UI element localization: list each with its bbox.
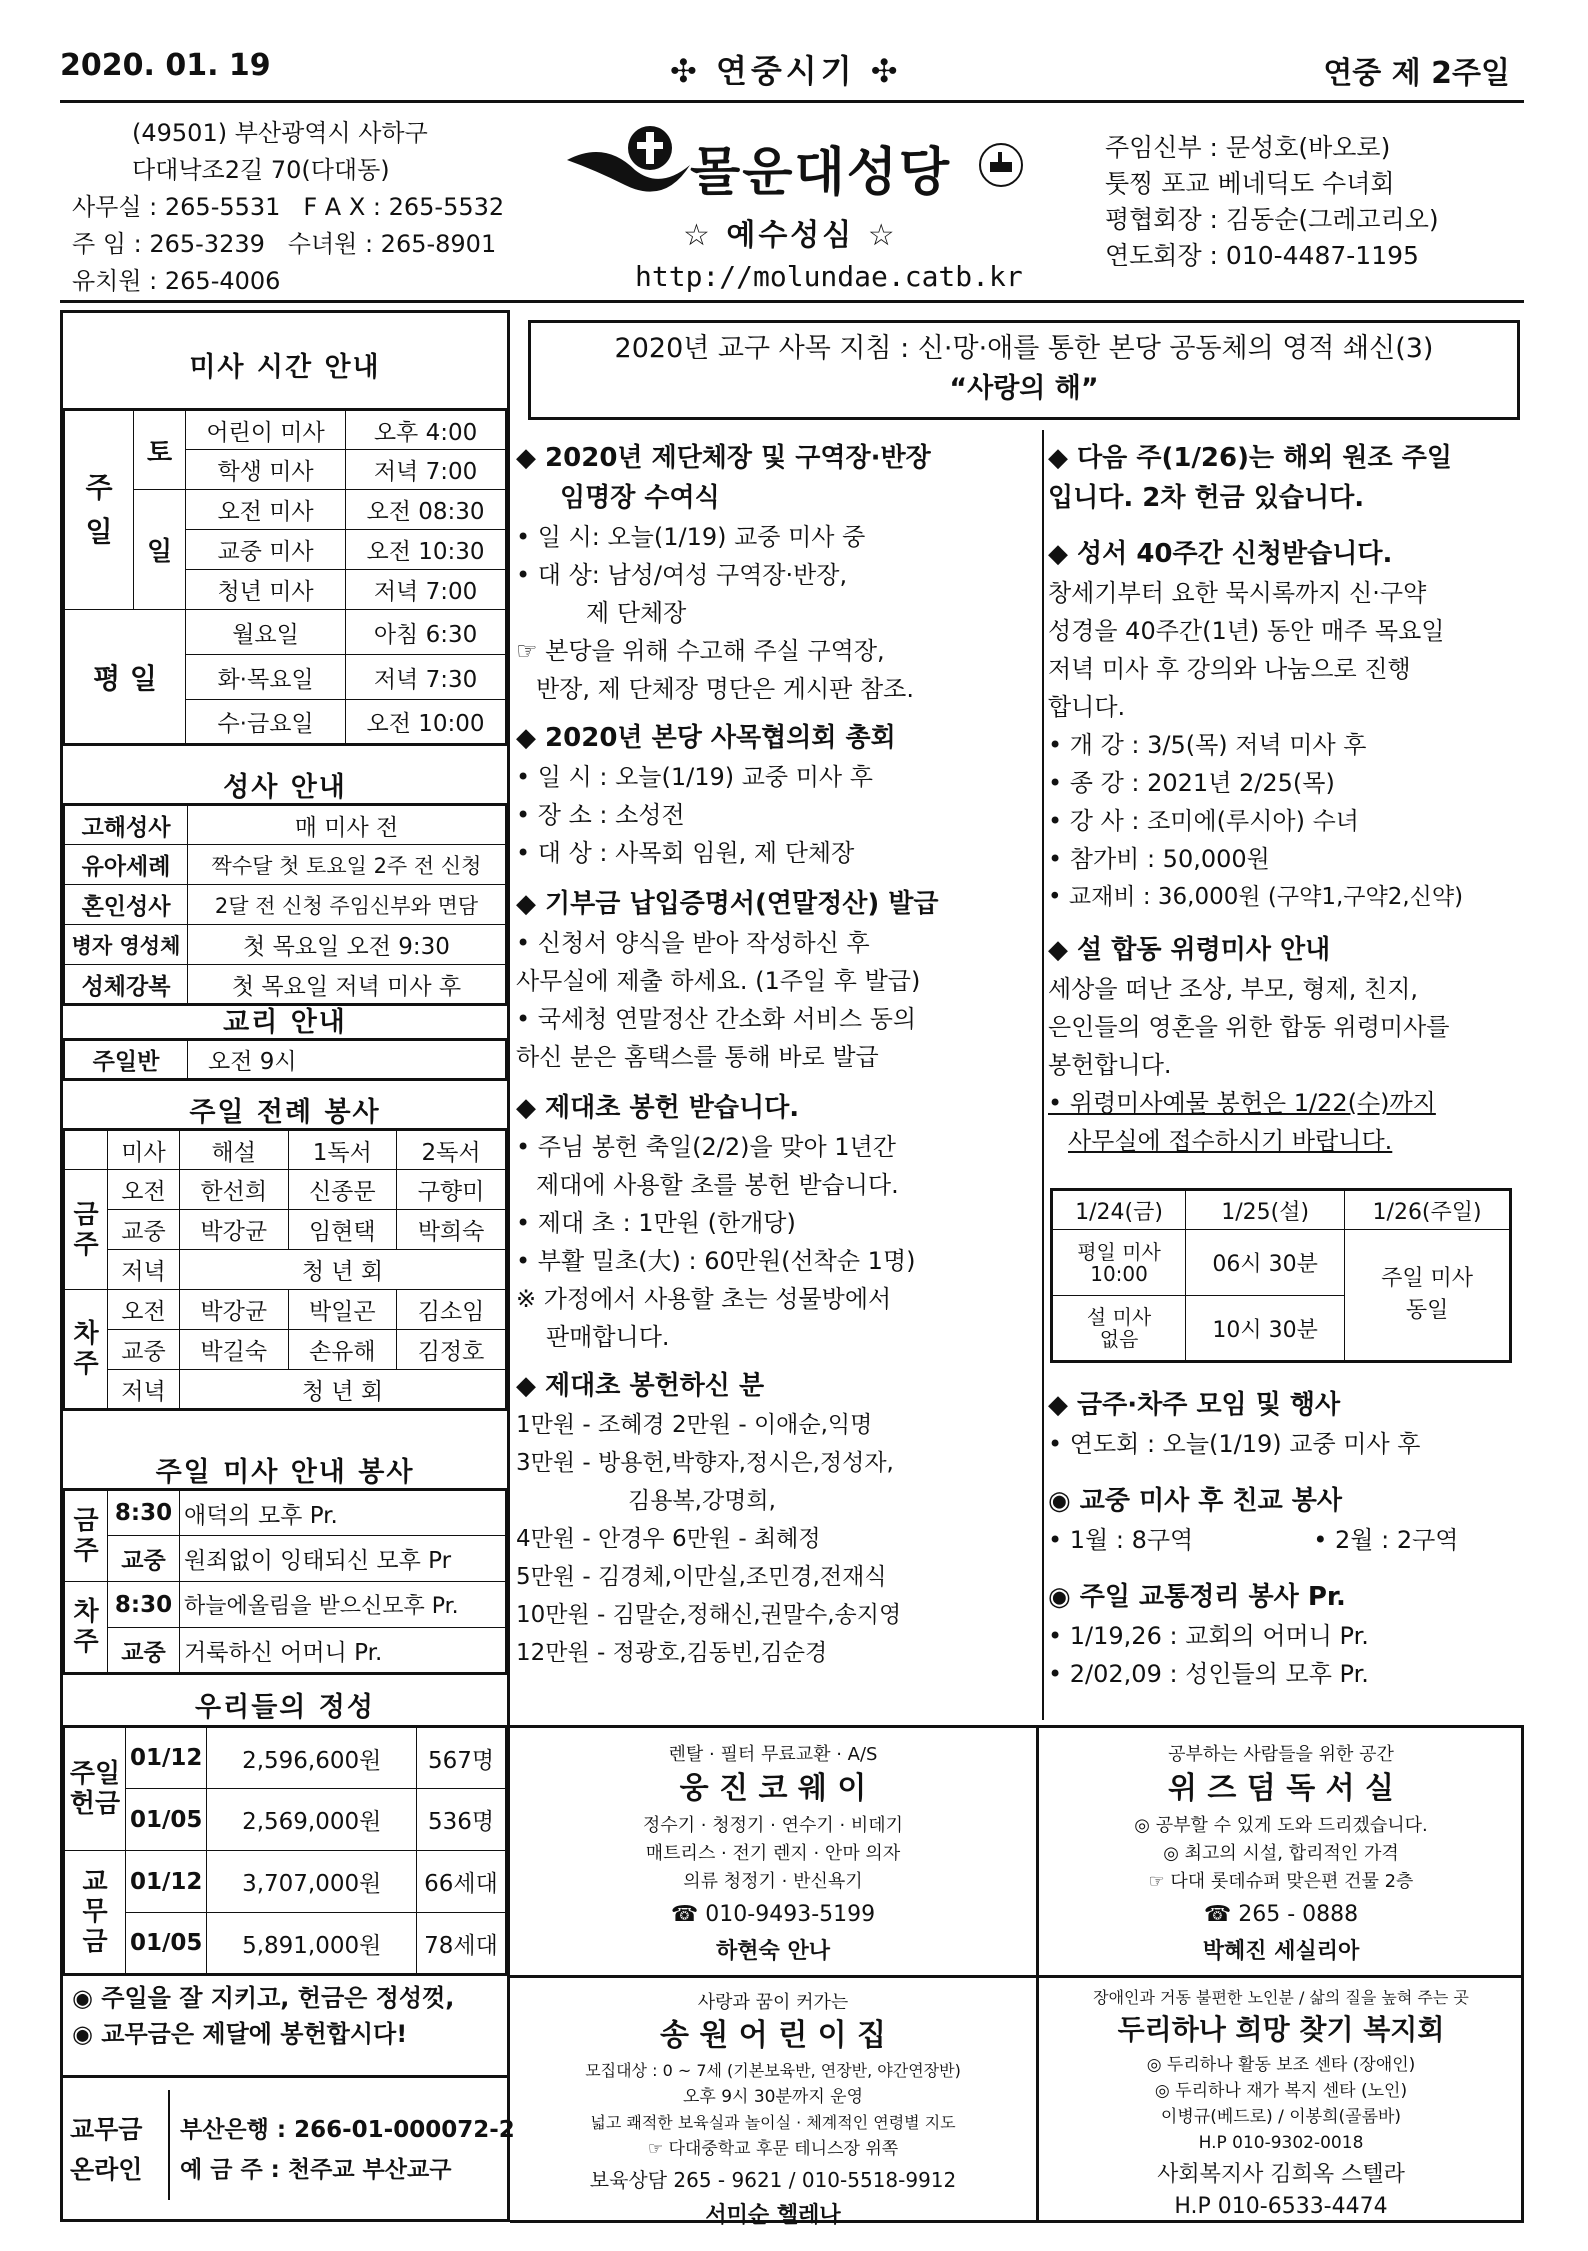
sacrament-name: 유아세례	[64, 845, 188, 885]
guide-mass: 8:30	[108, 1490, 180, 1536]
ad-wisdom	[1040, 1740, 1522, 1965]
memorial-cell: 없음	[1099, 1327, 1139, 1351]
notice-heading: ◉ 교중 미사 후 친교 봉사	[1048, 1486, 1342, 1516]
this-week-label: 금주	[64, 1170, 108, 1290]
notice-text: • 일 시 : 오늘(1/19) 교중 미사 후	[516, 763, 873, 791]
memorial-cell: 평일 미사	[1077, 1239, 1161, 1264]
liturgical-week: 연중 제 2주일	[1323, 56, 1510, 91]
liturgical-season: ✣ 연중시기 ✣	[670, 52, 902, 90]
right-column	[1048, 438, 1518, 1160]
notice-text: • 연도회 : 오늘(1/19) 교중 미사 후	[1048, 1430, 1421, 1458]
notice-text: • 2/02,09 : 성인들의 모후 Pr.	[1048, 1660, 1369, 1688]
notice-text: 봉헌합니다.	[1048, 1051, 1172, 1079]
notice-text: 사무실에 제출 하세요. (1주일 후 발급)	[516, 967, 921, 995]
mass-name: 어린이 미사	[186, 410, 346, 450]
elder-president: 연도회장 : 010-4487-1195	[1105, 241, 1419, 270]
notice-heading: ◆ 2020년 제단체장 및 구역장·반장	[516, 443, 931, 473]
guide-mass: 교중	[108, 1536, 180, 1582]
ad-text: ☞ 다대중학교 후문 테니스장 위쪽	[647, 2139, 899, 2159]
kindergarten-phone: 유치원 : 265-4006	[72, 267, 281, 295]
donor-line: 4만원 - 안경우 6만원 - 최혜정	[516, 1526, 821, 1552]
memorial-cell: 설 미사	[1086, 1305, 1152, 1329]
liturgy-reader1: 신종문	[288, 1170, 397, 1210]
offering-title: 우리들의 정성	[195, 1692, 375, 1723]
notice-text: • 위령미사예물 봉헌은 1/22(수)까지	[1048, 1089, 1436, 1117]
notice-text: 하신 분은 홈택스를 통해 바로 발급	[516, 1043, 879, 1071]
memorial-head: 1/26(주일)	[1345, 1190, 1511, 1230]
offering-amount: 2,596,600원	[207, 1727, 417, 1789]
middle-column	[516, 438, 1036, 1672]
ad-tagline: 장애인과 거동 불편한 노인분 / 삶의 질을 높혀 주는 곳	[1093, 1988, 1469, 2007]
guide-group: 원죄없이 잉태되신 모후 Pr	[180, 1536, 507, 1582]
notice-heading: ◆ 제대초 봉헌 받습니다.	[516, 1093, 800, 1123]
ad-phone: ☎ 265 - 0888	[1203, 1902, 1359, 1927]
right-column-lower	[1048, 1385, 1518, 1693]
notice-text: 은인들의 영혼을 위한 합동 위령미사를	[1048, 1013, 1450, 1041]
liturgy-mass: 오전	[108, 1170, 180, 1210]
doctrine-table	[62, 1038, 508, 1081]
notice-text: 제 단체장	[586, 599, 687, 627]
religious-order: 툿찡 포교 베네딕도 수녀회	[1105, 169, 1395, 198]
ad-text: 의류 청정기 · 반신욕기	[683, 1871, 863, 1892]
notice-text: 저녁 미사 후 강의와 나눔으로 진행	[1048, 655, 1411, 683]
notice-text: • 종 강 : 2021년 2/25(목)	[1048, 769, 1335, 797]
notice-text: • 2월 : 2구역	[1313, 1526, 1459, 1554]
mass-name: 오전 미사	[186, 490, 346, 530]
liturgy-reader1: 박일곤	[288, 1290, 397, 1330]
offering-date: 01/05	[126, 1913, 207, 1975]
sacrament-name: 고해성사	[64, 805, 188, 845]
rectory-phone: 주 임 : 265-3239	[72, 230, 265, 258]
liturgy-mass: 교중	[108, 1210, 180, 1250]
offering-date: 01/12	[126, 1727, 207, 1789]
ad-songwon	[512, 1988, 1034, 2229]
bank-info	[180, 2110, 515, 2190]
ad-contact: 서미순 헬레나	[705, 2203, 841, 2228]
ad-text: 넓고 쾌적한 보육실과 놀이실 · 체계적인 연령별 지도	[590, 2113, 956, 2132]
doctrine-label: 주일반	[64, 1040, 188, 1080]
ad-text: ◎ 두리하나 활동 보조 센타 (장애인)	[1146, 2055, 1416, 2075]
church-url[interactable]: http://molundae.catb.kr	[635, 260, 1023, 293]
liturgy-mass: 저녁	[108, 1250, 180, 1290]
liturgy-commentator: 박길숙	[180, 1330, 289, 1370]
liturgy-title: 주일 전례 봉사	[189, 1097, 381, 1128]
bulletin-date: 2020. 01. 19	[60, 48, 271, 83]
notice-heading: ◆ 금주·차주 모임 및 행사	[1048, 1390, 1341, 1420]
sacrament-name: 성체강복	[64, 965, 188, 1005]
notice-text: 성경을 40주간(1년) 동안 매주 목요일	[1048, 617, 1445, 645]
ad-text: 정수기 · 청정기 · 연수기 · 비데기	[642, 1815, 904, 1836]
mass-name: 학생 미사	[186, 450, 346, 490]
offering-count: 567명	[417, 1727, 507, 1789]
memorial-cell: 10:00	[1090, 1261, 1148, 1286]
notice-heading: 임명장 수여식	[560, 483, 720, 513]
convent-phone: 수녀원 : 265-8901	[287, 230, 497, 258]
mass-time: 오전 10:30	[346, 530, 507, 570]
ad-coway	[512, 1740, 1034, 1965]
sacrament-table	[62, 803, 508, 1006]
guideline-box	[528, 320, 1520, 420]
mass-title: 미사 시간 안내	[189, 352, 381, 383]
notice-text: 창세기부터 요한 묵시록까지 신·구약	[1048, 579, 1427, 607]
next-week-label: 차주	[64, 1582, 108, 1674]
notice-text: • 대 상: 남성/여성 구역장·반장,	[516, 561, 848, 589]
memorial-cell: 10시 30분	[1186, 1296, 1345, 1362]
church-motto: ☆ 예수성심 ☆	[683, 218, 898, 253]
address-line1: (49501) 부산광역시 사하구	[132, 119, 428, 147]
notice-text: 세상을 떠난 조상, 부모, 형제, 친지,	[1048, 975, 1419, 1003]
memorial-cell: 동일	[1405, 1298, 1449, 1323]
offering-amount: 5,891,000원	[207, 1913, 417, 1975]
memorial-table	[1050, 1188, 1512, 1363]
this-week-label: 금주	[64, 1490, 108, 1582]
mass-guide-table	[62, 1488, 508, 1675]
ad-phone: ☎ 010-9493-5199	[670, 1902, 876, 1927]
ad-phone: 보육상담 265 - 9621 / 010-5518-9912	[589, 2168, 957, 2192]
liturgy-head: 미사	[108, 1130, 180, 1170]
ad-text: 매트리스 · 전기 렌지 · 안마 의자	[645, 1843, 901, 1864]
address-line2: 다대낙조2길 70(다대동)	[132, 156, 390, 184]
mass-time: 오후 4:00	[346, 410, 507, 450]
mass-time: 아침 6:30	[346, 610, 507, 655]
saturday-label: 토	[134, 410, 186, 490]
mass-time: 오전 08:30	[346, 490, 507, 530]
notice-text: • 1월 : 8구역	[1048, 1526, 1194, 1554]
offering-date: 01/05	[126, 1789, 207, 1851]
top-bar	[60, 38, 1520, 100]
guide-mass: 교중	[108, 1628, 180, 1674]
liturgy-reader2: 구향미	[397, 1170, 507, 1210]
ad-name: 송 원 어 린 이 집	[659, 2018, 887, 2053]
notice-heading: ◆ 설 합동 위령미사 안내	[1048, 935, 1331, 965]
church-name: 몰운대성당	[690, 143, 952, 203]
ad-phone: H.P 010-6533-4474	[1174, 2194, 1388, 2219]
guide-group: 하늘에올림을 받으신모후 Pr.	[180, 1582, 507, 1628]
liturgy-youth: 청 년 회	[180, 1370, 507, 1410]
mass-time: 저녁 7:00	[346, 570, 507, 610]
memorial-head: 1/25(설)	[1186, 1190, 1345, 1230]
notice-text: • 1/19,26 : 교회의 어머니 Pr.	[1048, 1622, 1369, 1650]
notice-text: • 참가비 : 50,000원	[1048, 845, 1270, 873]
sunday-label: 주 일	[64, 410, 134, 610]
liturgy-youth: 청 년 회	[180, 1250, 507, 1290]
notice-text: 합니다.	[1048, 693, 1126, 721]
ad-text: ☞ 다대 롯데슈퍼 맞은편 건물 2층	[1148, 1871, 1414, 1892]
mass-guide-title: 주일 미사 안내 봉사	[155, 1457, 415, 1488]
memorial-cell: 주일 미사	[1381, 1266, 1474, 1291]
notice-text: 판매합니다.	[546, 1323, 670, 1351]
ad-text: 모집대상 : 0 ~ 7세 (기본보육반, 연장반, 야간연장반)	[585, 2061, 961, 2080]
church-emblem-icon	[565, 120, 695, 200]
offering-count: 536명	[417, 1789, 507, 1851]
ad-text: ◎ 최고의 시설, 합리적인 가격	[1163, 1843, 1399, 1864]
liturgy-commentator: 박강균	[180, 1290, 289, 1330]
offering-date: 01/12	[126, 1851, 207, 1913]
liturgy-reader2: 김소임	[397, 1290, 507, 1330]
bank-label2: 온라인	[70, 2155, 143, 2184]
doctrine-value: 오전 9시	[188, 1040, 507, 1080]
ad-text: H.P 010-9302-0018	[1198, 2133, 1364, 2153]
notice-heading: ◉ 주일 교통정리 봉사 Pr.	[1048, 1582, 1346, 1612]
guideline-line1: 2020년 교구 사목 지침 : 신·망·애를 통한 본당 공동체의 영적 쇄신(3)	[614, 333, 1434, 364]
notice-heading: 입니다. 2차 헌금 있습니다.	[1048, 483, 1365, 513]
church-staff	[1105, 130, 1439, 274]
notice-line: ◉ 주일을 잘 지키고, 헌금은 정성껏,	[72, 1984, 455, 2012]
ad-text: 오후 9시 30분까지 운영	[682, 2087, 864, 2107]
ad-contact: 사회복지사 김희옥 스텔라	[1157, 2162, 1405, 2187]
liturgy-head: 1독서	[288, 1130, 397, 1170]
sacrament-info: 2달 전 신청 주임신부와 면담	[188, 885, 507, 925]
notice-text: • 주님 봉헌 축일(2/2)을 맞아 1년간	[516, 1133, 896, 1161]
notice-heading: ◆ 2020년 본당 사목협의회 총회	[516, 723, 896, 753]
notice-text: ☞ 본당을 위해 수고해 주실 구역장,	[516, 637, 885, 665]
parish-fee-label: 교무금	[64, 1851, 126, 1975]
sacrament-name: 병자 영성체	[64, 925, 188, 965]
notice-heading: ◆ 다음 주(1/26)는 해외 원조 주일	[1048, 443, 1452, 473]
notice-text: • 일 시: 오늘(1/19) 교중 미사 중	[516, 523, 866, 551]
donor-line: 10만원 - 김말순,정해신,권말수,송지영	[516, 1602, 902, 1628]
liturgy-mass: 저녁	[108, 1370, 180, 1410]
notice-text: • 부활 밀초(大) : 60만원(선착순 1명)	[516, 1247, 916, 1275]
ad-contact: 하현숙 안나	[716, 1939, 830, 1964]
ad-tagline: 사랑과 꿈이 커가는	[697, 1992, 849, 2013]
guideline-line2: “사랑의 해”	[949, 373, 1099, 404]
bank-account: 부산은행 : 266-01-000072-2	[180, 2117, 515, 2143]
bank-label1: 교무금	[70, 2115, 143, 2144]
notice-text: 사무실에 접수하시기 바랍니다.	[1068, 1127, 1393, 1155]
offering-count: 78세대	[417, 1913, 507, 1975]
offering-notice	[72, 1980, 454, 2052]
donor-line: 12만원 - 정광호,김동빈,김순경	[516, 1640, 828, 1666]
notice-text: • 강 사 : 조미에(루시아) 수녀	[1048, 807, 1359, 835]
sacrament-info: 첫 목요일 오전 9:30	[188, 925, 507, 965]
notice-heading: ◆ 기부금 납입증명서(연말정산) 발급	[516, 889, 939, 919]
mass-time: 오전 10:00	[346, 700, 507, 745]
mass-name: 화·목요일	[186, 655, 346, 700]
ad-name: 두리하나 희망 찾기 복지회	[1117, 2013, 1445, 2046]
notice-text: • 신청서 양식을 받아 작성하신 후	[516, 929, 870, 957]
sacrament-title: 성사 안내	[223, 772, 347, 803]
donor-line: 김용복,강명희,	[628, 1488, 776, 1514]
bank-label	[70, 2110, 142, 2190]
doctrine-title: 교리 안내	[223, 1007, 347, 1038]
sacrament-name: 혼인성사	[64, 885, 188, 925]
office-phone: 사무실 : 265-5531	[72, 193, 281, 221]
notice-heading: ◆ 성서 40주간 신청받습니다.	[1048, 539, 1393, 569]
contact-info	[72, 115, 504, 300]
donor-line: 1만원 - 조혜경 2만원 - 이애순,익명	[516, 1412, 873, 1438]
notice-text: • 교재비 : 36,000원 (구약1,구약2,신약)	[1048, 884, 1464, 910]
weekday-label: 평 일	[64, 610, 186, 745]
memorial-cell: 06시 30분	[1186, 1230, 1345, 1296]
fax: F A X : 265-5532	[303, 193, 505, 221]
ad-name: 위 즈 덤 독 서 실	[1167, 1771, 1395, 1806]
mass-name: 월요일	[186, 610, 346, 655]
donor-line: 3만원 - 방용헌,박향자,정시은,정성자,	[516, 1450, 894, 1476]
offering-table	[62, 1725, 508, 1976]
offering-amount: 2,569,000원	[207, 1789, 417, 1851]
notice-text: • 국세청 연말정산 간소화 서비스 동의	[516, 1005, 917, 1033]
pastor: 주임신부 : 문성호(바오로)	[1105, 133, 1391, 162]
mass-name: 청년 미사	[186, 570, 346, 610]
memorial-head: 1/24(금)	[1052, 1190, 1186, 1230]
notice-text: 제대에 사용할 초를 봉헌 받습니다.	[536, 1171, 899, 1199]
mass-time: 저녁 7:30	[346, 655, 507, 700]
liturgy-table	[62, 1128, 508, 1411]
liturgy-mass: 오전	[108, 1290, 180, 1330]
notice-text: • 장 소 : 소성전	[516, 801, 685, 829]
liturgy-commentator: 한선희	[180, 1170, 289, 1210]
liturgy-commentator: 박강균	[180, 1210, 289, 1250]
notice-text: • 개 강 : 3/5(목) 저녁 미사 후	[1048, 731, 1367, 759]
next-week-label: 차주	[64, 1290, 108, 1410]
notice-text: ※ 가정에서 사용할 초는 성물방에서	[516, 1285, 892, 1313]
ad-text: ◎ 두리하나 재가 복지 센타 (노인)	[1154, 2081, 1408, 2101]
mass-name: 수·금요일	[186, 700, 346, 745]
offering-amount: 3,707,000원	[207, 1851, 417, 1913]
liturgy-head: 2독서	[397, 1130, 507, 1170]
sacrament-info: 매 미사 전	[188, 805, 507, 845]
ship-icon	[978, 142, 1024, 188]
donor-line: 5만원 - 김경체,이만실,조민경,전재식	[516, 1564, 887, 1590]
notice-text: 반장, 제 단체장 명단은 게시판 참조.	[536, 675, 914, 703]
mass-time: 저녁 7:00	[346, 450, 507, 490]
guide-group: 애덕의 모후 Pr.	[180, 1490, 507, 1536]
ad-durihana	[1040, 1985, 1522, 2219]
guide-mass: 8:30	[108, 1582, 180, 1628]
ad-name: 웅 진 코 웨 이	[679, 1771, 867, 1806]
guide-group: 거룩하신 어머니 Pr.	[180, 1628, 507, 1674]
liturgy-reader2: 김정호	[397, 1330, 507, 1370]
liturgy-reader1: 임현택	[288, 1210, 397, 1250]
sacrament-info: 짝수달 첫 토요일 2주 전 신청	[188, 845, 507, 885]
sunday-day-label: 일	[134, 490, 186, 610]
bank-holder: 예 금 주 : 천주교 부산교구	[180, 2157, 452, 2183]
council-president: 평협회장 : 김동순(그레고리오)	[1105, 205, 1439, 234]
ad-contact: 박혜진 세실리아	[1202, 1939, 1360, 1964]
sacrament-info: 첫 목요일 저녁 미사 후	[188, 965, 507, 1005]
sunday-offering-label: 주일 헌금	[64, 1727, 126, 1851]
notice-line: ◉ 교무금은 제달에 봉헌합시다!	[72, 2020, 408, 2048]
offering-count: 66세대	[417, 1851, 507, 1913]
notice-text: • 대 상 : 사목회 임원, 제 단체장	[516, 839, 855, 867]
liturgy-reader1: 손유해	[288, 1330, 397, 1370]
ad-text: ◎ 공부할 수 있게 도와 드리겠습니다.	[1134, 1815, 1428, 1836]
ad-tagline: 공부하는 사람들을 위한 공간	[1168, 1744, 1394, 1765]
ad-text: 이병규(베드로) / 이봉희(골롬바)	[1160, 2107, 1402, 2127]
liturgy-mass: 교중	[108, 1330, 180, 1370]
church-logo	[565, 120, 1025, 300]
liturgy-head: 해설	[180, 1130, 289, 1170]
ad-tagline: 렌탈 · 필터 무료교환 · A/S	[668, 1744, 878, 1765]
liturgy-reader2: 박희숙	[397, 1210, 507, 1250]
mass-name: 교중 미사	[186, 530, 346, 570]
mass-table	[62, 408, 508, 746]
notice-heading: ◆ 제대초 봉헌하신 분	[516, 1371, 765, 1401]
notice-text: • 제대 초 : 1만원 (한개당)	[516, 1209, 796, 1237]
